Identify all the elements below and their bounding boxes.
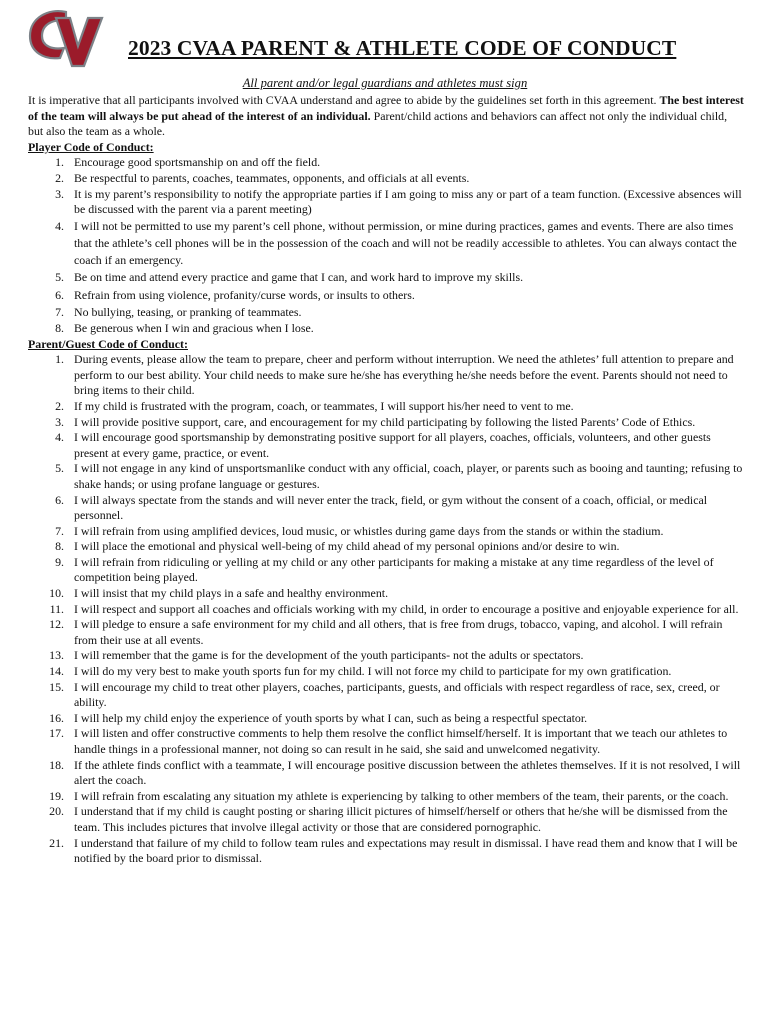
list-item-number: 18. bbox=[49, 757, 64, 772]
cvaa-logo bbox=[26, 6, 106, 70]
list-item bbox=[28, 758, 744, 789]
list-item-number: 11. bbox=[49, 601, 64, 616]
list-item bbox=[28, 711, 744, 727]
list-item-number: 4. bbox=[55, 218, 64, 233]
list-item-number: 7. bbox=[55, 523, 64, 538]
list-item bbox=[28, 539, 744, 555]
list-item-text: I will do my very best to make youth sports fun for my child. I will not force my child to participate for my own gratification. bbox=[74, 664, 672, 679]
list-item bbox=[28, 415, 744, 431]
list-item bbox=[28, 804, 744, 835]
list-item-number: 8. bbox=[55, 539, 64, 554]
list-item-number: 9. bbox=[55, 554, 64, 569]
list-item-number: 2. bbox=[55, 170, 64, 185]
list-item bbox=[28, 304, 744, 321]
list-item-number: 21. bbox=[49, 835, 64, 850]
list-item bbox=[28, 171, 744, 187]
list-item bbox=[28, 399, 744, 415]
list-item-number: 6. bbox=[55, 287, 64, 302]
list-item-number: 6. bbox=[55, 492, 64, 507]
list-item-text: During events, please allow the team to prepare, cheer and perform without interruption. We need the athletes’ full attention to prepare and perform to our best ability. Your child needs to make sure he/she has everything he/she needs before the event. Parents should not need to bring items to their child. bbox=[74, 352, 734, 398]
list-item-text: I will encourage good sportsmanship by demonstrating positive support for all players, coaches, officials, volunteers, and other guests present at every game, practice, or event. bbox=[74, 430, 711, 460]
list-item bbox=[28, 524, 744, 540]
list-item-text: I will not be permitted to use my parent’s cell phone, without permission, or mine during practices, games and events. There are also times that the athlete’s cell phones will be in the possession of the coach and will not be readily accessible to athletes. You can always contact the coach if an emergency. bbox=[74, 218, 737, 268]
list-item-number: 3. bbox=[55, 186, 64, 201]
list-item-text: I will place the emotional and physical well-being of my child ahead of my personal opinions and/or desire to win. bbox=[74, 539, 620, 554]
list-item-number: 10. bbox=[49, 586, 64, 601]
list-item-text: No bullying, teasing, or pranking of teammates. bbox=[74, 304, 302, 319]
intro-paragraph bbox=[28, 93, 744, 140]
list-item-text: Be generous when I win and gracious when I lose. bbox=[74, 320, 314, 335]
list-item bbox=[28, 648, 744, 664]
list-item-text: If the athlete finds conflict with a teammate, I will encourage positive discussion between the athletes themselves. If it is not resolved, I will alert the coach. bbox=[74, 757, 741, 788]
list-item-number: 1. bbox=[55, 352, 64, 367]
list-item bbox=[28, 493, 744, 524]
list-item bbox=[28, 664, 744, 680]
list-item-text: I will help my child enjoy the experience of youth sports by what I can, such as being a respectful spectator. bbox=[74, 710, 588, 725]
list-item-number: 5. bbox=[55, 461, 64, 476]
list-item bbox=[28, 617, 744, 648]
page-subtitle: All parent and/or legal guardians and athletes must sign bbox=[242, 76, 528, 90]
list-item-number: 3. bbox=[55, 414, 64, 429]
list-item-text: I will not engage in any kind of unsportsmanlike conduct with any official, coach, player, or parents such as booing and taunting; refusing to shake hands; or using profane language or gestures. bbox=[74, 461, 743, 491]
list-item bbox=[28, 218, 744, 270]
intro-bold-statement: The best interest of the team will always be put ahead of the interest of an individual. bbox=[28, 93, 744, 123]
player-code-heading: Player Code of Conduct: bbox=[28, 139, 154, 154]
list-item bbox=[28, 187, 744, 218]
list-item bbox=[28, 155, 744, 171]
list-item bbox=[28, 269, 744, 286]
list-item-text: It is my parent’s responsibility to notify the appropriate parties if I am going to miss any or part of a team function. (Excessive absences will be discussed with the parent via a parent meeting) bbox=[74, 186, 742, 217]
list-item-text: I will insist that my child plays in a safe and healthy environment. bbox=[74, 586, 389, 601]
list-item-number: 20. bbox=[49, 804, 64, 819]
list-item-text: If my child is frustrated with the program, coach, or teammates, I will support his/her need to vent to me. bbox=[74, 398, 574, 413]
list-item-number: 12. bbox=[49, 617, 64, 632]
list-item-number: 19. bbox=[49, 788, 64, 803]
list-item bbox=[28, 726, 744, 757]
list-item-text: I understand that if my child is caught posting or sharing illicit pictures of himself/herself or others that he/she will be dismissed from the team. This includes pictures that involve illegal activity or those that are considered pornographic. bbox=[74, 804, 728, 834]
list-item bbox=[28, 680, 744, 711]
intro-text-1: It is imperative that all participants involved with CVAA understand and agree to abide by the guidelines set forth in this agreement. bbox=[28, 93, 657, 107]
list-item-text: I will respect and support all coaches and officials working with my child, in order to encourage a positive and enjoyable experience for all. bbox=[74, 601, 739, 616]
list-item bbox=[28, 352, 744, 399]
list-item-text: I will encourage my child to treat other players, coaches, participants, guests, and officials with respect regardless of race, sex, creed, or ability. bbox=[74, 679, 720, 710]
list-item-text: I will refrain from ridiculing or yelling at my child or any other participants for making a mistake at any time regardless of the level of competition being played. bbox=[74, 554, 714, 585]
list-item-number: 16. bbox=[49, 710, 64, 725]
list-item bbox=[28, 836, 744, 867]
list-item bbox=[28, 586, 744, 602]
list-item-text: I understand that failure of my child to follow team rules and expectations may result in dismissal. I have read them and know that I will be notified by the board prior to dismissal. bbox=[74, 835, 738, 866]
intro-text-2: Parent/child actions and behaviors can affect not only the individual child, but also the team as a whole. bbox=[28, 108, 728, 139]
list-item-text: Refrain from using violence, profanity/curse words, or insults to others. bbox=[74, 287, 415, 302]
list-item-text: I will refrain from using amplified devices, loud music, or whistles during game days from the stands or within the stadium. bbox=[74, 523, 664, 538]
document-body bbox=[28, 93, 744, 867]
list-item-number: 17. bbox=[49, 726, 64, 741]
list-item-text: I will provide positive support, care, and encouragement for my child participating by following the listed Parents’ Code of Ethics. bbox=[74, 414, 696, 429]
list-item bbox=[28, 287, 744, 304]
list-item-text: Encourage good sportsmanship on and off the field. bbox=[74, 155, 321, 170]
list-item bbox=[28, 430, 744, 461]
list-item bbox=[28, 321, 744, 337]
list-item-text: I will listen and offer constructive comments to help them resolve the conflict himself/herself. It is important that we teach our athletes to handle things in a professional manner, not doing so can result in he said, she said and unwelcomed negativity. bbox=[74, 726, 728, 756]
list-item-number: 8. bbox=[55, 320, 64, 335]
list-item-text: Be respectful to parents, coaches, teammates, opponents, and officials at all events. bbox=[74, 170, 470, 185]
list-item-number: 7. bbox=[55, 304, 64, 319]
list-item-text: Be on time and attend every practice and game that I can, and work hard to improve my skills. bbox=[74, 270, 524, 285]
list-item-number: 13. bbox=[49, 648, 64, 663]
list-item-text: I will always spectate from the stands and will never enter the track, field, or gym without the consent of a coach, official, or medical personnel. bbox=[74, 492, 708, 523]
parent-code-list bbox=[28, 352, 744, 867]
list-item-number: 1. bbox=[55, 155, 64, 170]
list-item-number: 4. bbox=[55, 430, 64, 445]
list-item-number: 14. bbox=[49, 664, 64, 679]
list-item bbox=[28, 461, 744, 492]
list-item-number: 2. bbox=[55, 398, 64, 413]
list-item-number: 15. bbox=[49, 679, 64, 694]
list-item-text: I will remember that the game is for the development of the youth participants- not the adults or spectators. bbox=[74, 648, 584, 663]
page-title: 2023 CVAA PARENT & ATHLETE CODE OF CONDUCT bbox=[128, 36, 677, 60]
list-item bbox=[28, 602, 744, 618]
list-item bbox=[28, 555, 744, 586]
parent-code-heading: Parent/Guest Code of Conduct: bbox=[28, 336, 188, 351]
list-item-text: I will refrain from escalating any situation my athlete is experiencing by talking to other members of the team, their parents, or the coach. bbox=[74, 788, 729, 803]
list-item-text: I will pledge to ensure a safe environment for my child and all others, that is free from drugs, tobacco, vaping, and alcohol. I will refrain from their use at all events. bbox=[74, 617, 723, 647]
list-item-number: 5. bbox=[55, 270, 64, 285]
list-item bbox=[28, 789, 744, 805]
player-code-list bbox=[28, 155, 744, 336]
